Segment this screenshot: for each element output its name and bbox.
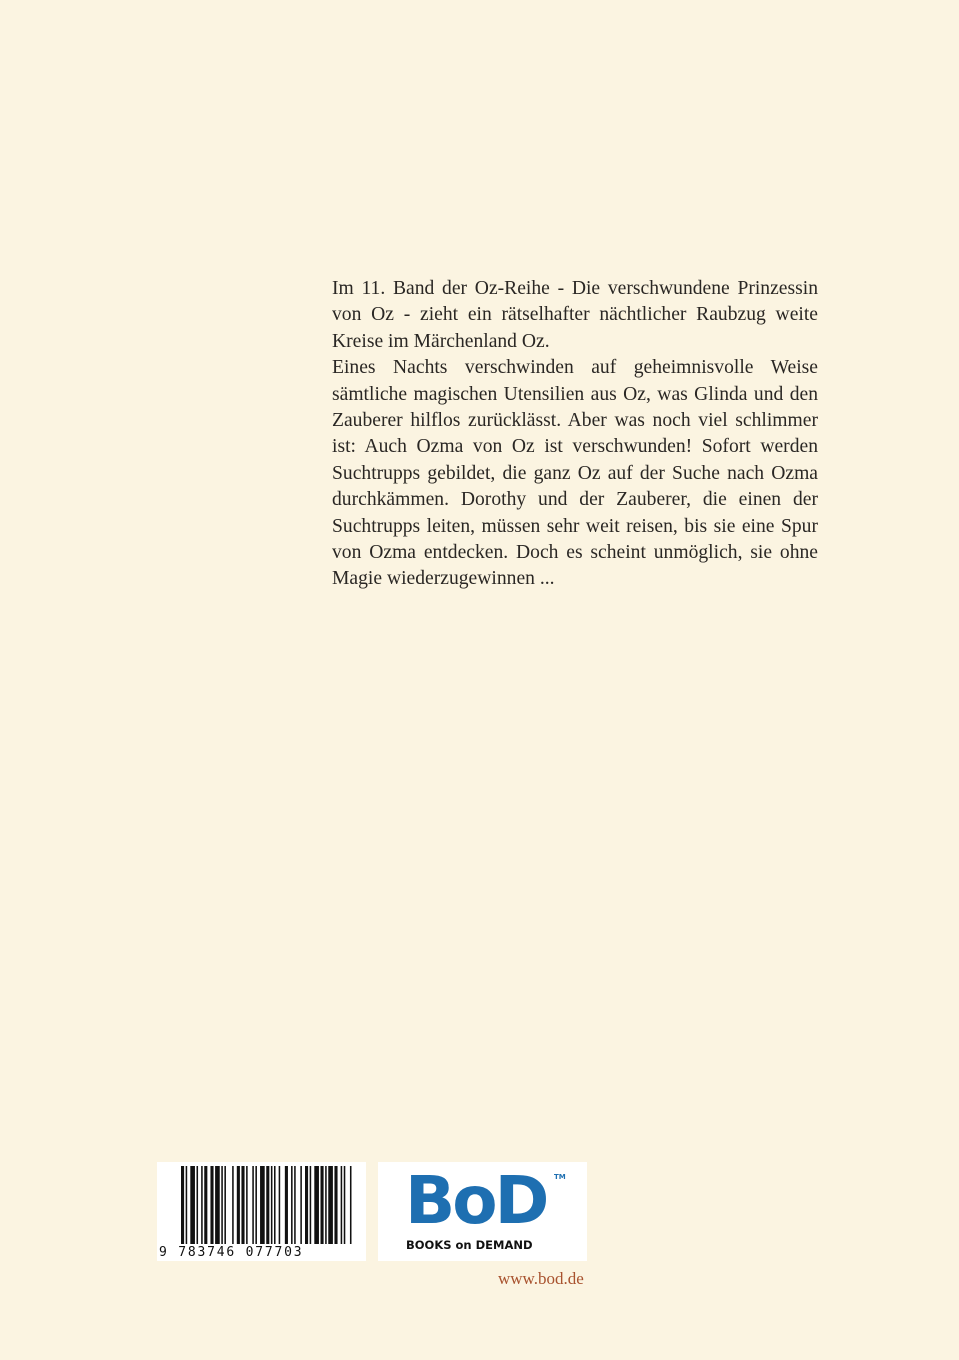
barcode-bar: [310, 1166, 312, 1244]
barcode-bar: [255, 1166, 257, 1244]
barcode-bar: [266, 1166, 269, 1244]
blurb-paragraph-intro: Im 11. Band der Oz-Reihe - Die verschwundene Prinzessin von Oz - zieht ein rätselhafter nächtlicher Raubzug weite Kreise im Märchenland Oz.: [332, 278, 818, 352]
barcode-bar: [181, 1166, 184, 1244]
publisher-logo-box: [378, 1162, 587, 1261]
barcode-bar: [197, 1166, 199, 1244]
barcode-bar: [224, 1166, 226, 1244]
barcode-bar: [328, 1166, 333, 1244]
barcode-bars: [157, 1162, 366, 1247]
barcode-bar: [291, 1166, 293, 1244]
barcode-bar: [260, 1166, 265, 1244]
barcode-bar: [201, 1166, 203, 1244]
barcode-bar: [325, 1166, 327, 1244]
barcode-bar: [232, 1166, 234, 1244]
barcode-bar: [186, 1166, 188, 1244]
barcode-bar: [300, 1166, 302, 1244]
barcode-bar: [210, 1166, 213, 1244]
barcode-bar: [294, 1166, 296, 1244]
barcode-bar: [341, 1166, 343, 1244]
barcode-bar: [237, 1166, 240, 1244]
barcode-bar: [252, 1166, 254, 1244]
trademark-mark: TM: [554, 1173, 566, 1181]
barcode-bar: [334, 1166, 337, 1244]
isbn-digits: 9 783746 077703: [159, 1245, 304, 1260]
barcode-bar: [221, 1166, 223, 1244]
barcode-bar: [246, 1166, 248, 1244]
isbn-barcode: [157, 1162, 366, 1261]
bod-logo: BoD: [405, 1162, 547, 1239]
bod-tagline: BOOKS on DEMAND: [406, 1238, 533, 1252]
barcode-bar: [204, 1166, 207, 1244]
barcode-bar: [274, 1166, 276, 1244]
barcode-bar: [285, 1166, 288, 1244]
barcode-bar: [344, 1166, 346, 1244]
back-cover-blurb: [332, 276, 818, 593]
barcode-bar: [241, 1166, 244, 1244]
barcode-bar: [215, 1166, 220, 1244]
barcode-bar: [271, 1166, 273, 1244]
barcode-bar: [314, 1166, 319, 1244]
blurb-paragraph-story: Eines Nachts verschwinden auf geheimnisvolle Weise sämtliche magischen Utensilien aus Oz, was Glinda und den Zauberer hilflos zurücklässt. Aber was noch viel schlimmer ist: Auch Ozma von Oz ist verschwunden! Sofort werden Suchtrupps gebildet, die ganz Oz auf der Suche nach Ozma durchkämmen. Dorothy und der Zauberer, die einen der Suchtrupps leiten, müssen sehr weit reisen, bis sie eine Spur von Ozma entdecken. Doch es scheint unmöglich, sie ohne Magie wiederzugewinnen ...: [332, 357, 818, 590]
publisher-website: www.bod.de: [498, 1269, 584, 1288]
barcode-bar: [305, 1166, 308, 1244]
barcode-bar: [279, 1166, 281, 1244]
barcode-bar: [350, 1166, 352, 1244]
barcode-bar: [321, 1166, 324, 1244]
barcode-bar: [190, 1166, 195, 1244]
